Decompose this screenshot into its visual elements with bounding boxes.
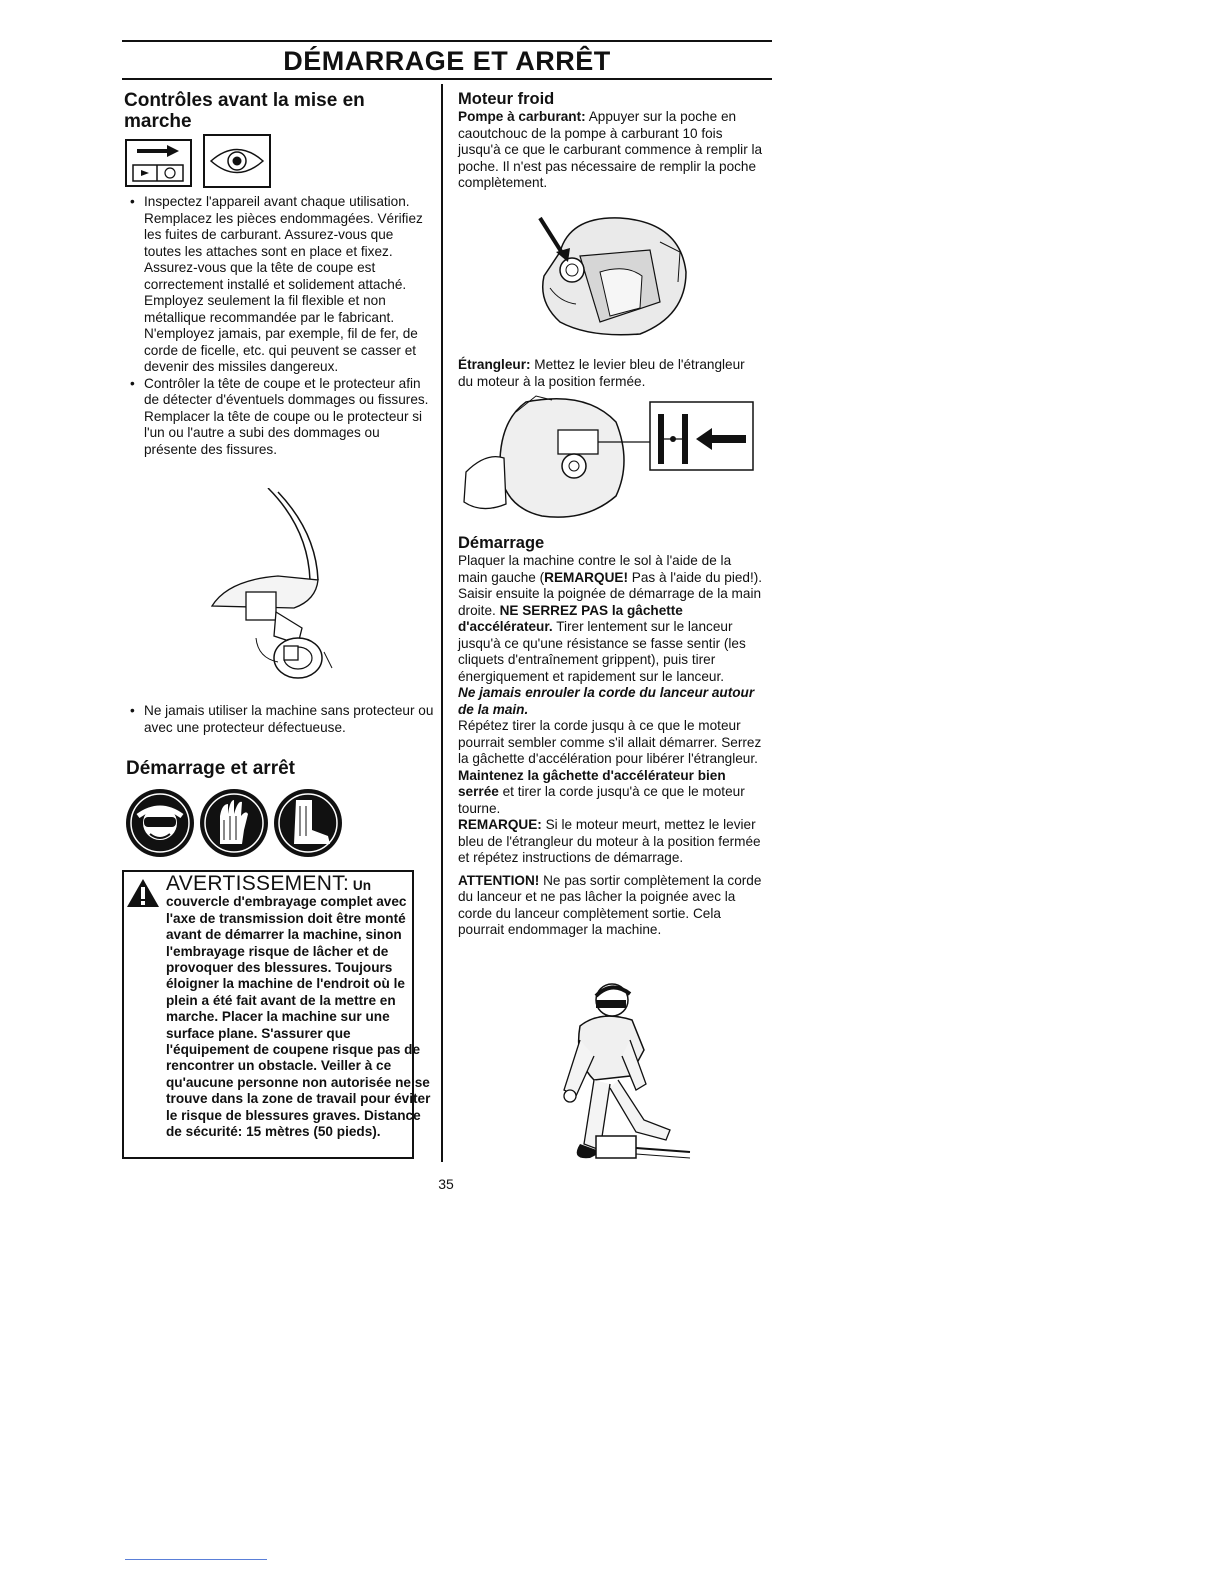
page-number: 35 [438, 1176, 454, 1192]
warning-box [122, 870, 431, 1159]
cutting-head-illustration [198, 488, 348, 686]
starting-p3-part-b: et tirer la corde jusqu'à ce que le moteur tourne. [458, 784, 745, 816]
starting-p3-bold: Maintenez la gâchette d'accélérateur bien serrée [458, 767, 726, 799]
left-bullets-2 [124, 703, 434, 736]
manual-icon [125, 139, 192, 187]
starting-p3-part-a: Répétez tirer la corde jusqu à ce que le moteur pourrait sembler comme s'il allait démarrer. Serrez la gâchette d'accélération pour libérer l'étrangleur. [458, 718, 762, 766]
title-underline [122, 78, 772, 80]
bullet-inspect: • Inspectez l'appareil avant chaque utilisation. Remplacez les pièces endommagées. Vérifiez les fuites de carburant. Assurez-vous que toutes les attaches sont en place et fixez. Assurez-vous que la tête de coupe est correctement installé et solidement attaché. Employez seulement la fil flexible et non métallique recommandée par le fabricant. N'employez jamais, par exemple, fil de fer, de corde de ficelle, etc. qui peuvent se casser et devenir des missiles dangereux. [144, 194, 434, 376]
bullet-no-guard: • Ne jamais utiliser la machine sans protecteur ou avec une protecteur défectueuse. [144, 703, 434, 736]
fuel-pump-text: Appuyer sur la poche en caoutchouc de la pompe à carburant 10 fois jusqu'à ce que le carburant commence à remplir la poche. Il n'est pas nécessaire de remplir la poche complètement. [458, 109, 763, 190]
starting-p1-note: REMARQUE! [544, 569, 628, 585]
page-title: DÉMARRAGE ET ARRÊT [283, 46, 611, 76]
fuel-pump-paragraph [458, 109, 763, 192]
warning-triangle-icon [126, 878, 160, 908]
boots-icon [274, 789, 342, 857]
starting-p1-part-a: Plaquer la machine contre le sol à l'aide de la main gauche ( [458, 553, 732, 585]
attention-paragraph [458, 873, 763, 939]
right-column [458, 90, 763, 192]
starting-section [458, 534, 763, 939]
starting-paragraph-3 [458, 718, 763, 817]
choke-label: Étrangleur: [458, 357, 531, 372]
warning-body: Un couvercle d'embrayage complet avec l'axe de transmission doit être monté avant de démarrer la machine, sinon l'embrayage risque de lâcher et de provoquer des blessures. Toujours éloigner la machine de l'endroit où le plein a été fait avant de la mettre en marche. Placer la machine sur une surface plane. S'assurer que l'équipement de coupene risque pas de rencontrer un obstacle. Veiller à ce qu'aucune personne non autorisée ne se trouve dans la zone de travail pour éviter le risque de blessures graves. Distance de sécurité: 15 mètres (50 pieds). [166, 878, 431, 1140]
choke-text: Mettez le levier bleu de l'étrangleur du moteur à la position fermée. [458, 357, 745, 389]
eye-icon [203, 134, 271, 188]
starting-title: Démarrage [458, 534, 545, 552]
column-divider [441, 84, 443, 1162]
top-rule [122, 40, 772, 42]
starting-rope-warning: Ne jamais enrouler la corde du lanceur autour de la main. [458, 685, 755, 717]
section-title-start-stop: Démarrage et arrêt [126, 758, 295, 779]
remarque-paragraph [458, 817, 763, 867]
section-title-pre-start-checks: Contrôles avant la mise en marche [124, 90, 365, 132]
footer-rule [125, 1559, 267, 1560]
face-protection-icon [126, 789, 194, 857]
remarque-text: Si le moteur meurt, mettez le levier bleu de l'étrangleur du moteur à la position fermée et répétez instructions de démarrage. [458, 817, 761, 865]
choke-paragraph [458, 357, 763, 390]
starting-p1-part-b: Pas à l'aide du pied!). Saisir ensuite la poignée de démarrage de la main droite. [458, 569, 763, 618]
attention-label: ATTENTION! [458, 872, 540, 888]
bullet-check-head: • Contrôler la tête de coupe et le protecteur afin de détecter d'éventuels dommages ou fissures. Remplacer la tête de coupe ou le protecteur si l'un ou l'autre a subi des dommages ou présente des fissures. [144, 376, 434, 459]
starting-p1-part-c: Tirer lentement sur le lanceur jusqu'à ce qu'une résistance se fasse sentir (les cliquets d'entraînement grippent), puis tirer énergiquement et rapidement sur le lanceur. [458, 619, 746, 684]
fuel-pump-label: Pompe à carburant: [458, 109, 586, 124]
starting-paragraph-1 [458, 553, 763, 685]
gloves-icon [200, 789, 268, 857]
warning-heading: AVERTISSEMENT: [166, 872, 350, 895]
fuel-pump-illustration [530, 212, 690, 340]
ppe-icons [124, 786, 344, 860]
remarque-label: REMARQUE: [458, 817, 542, 832]
starting-p1-bold: NE SERREZ PAS la gâchette d'accélérateur. [458, 602, 683, 634]
left-bullets-1 [124, 194, 434, 458]
cold-engine-title: Moteur froid [458, 90, 555, 108]
operator-starting-illustration [540, 980, 700, 1166]
warning-text [166, 872, 436, 1141]
choke-illustration [456, 392, 756, 526]
left-column [124, 90, 434, 132]
attention-text: Ne pas sortir complètement la corde du lanceur et ne pas lâcher la poignée avec la corde du lanceur complètement sortie. Cela pourrait endommager la machine. [458, 872, 762, 937]
